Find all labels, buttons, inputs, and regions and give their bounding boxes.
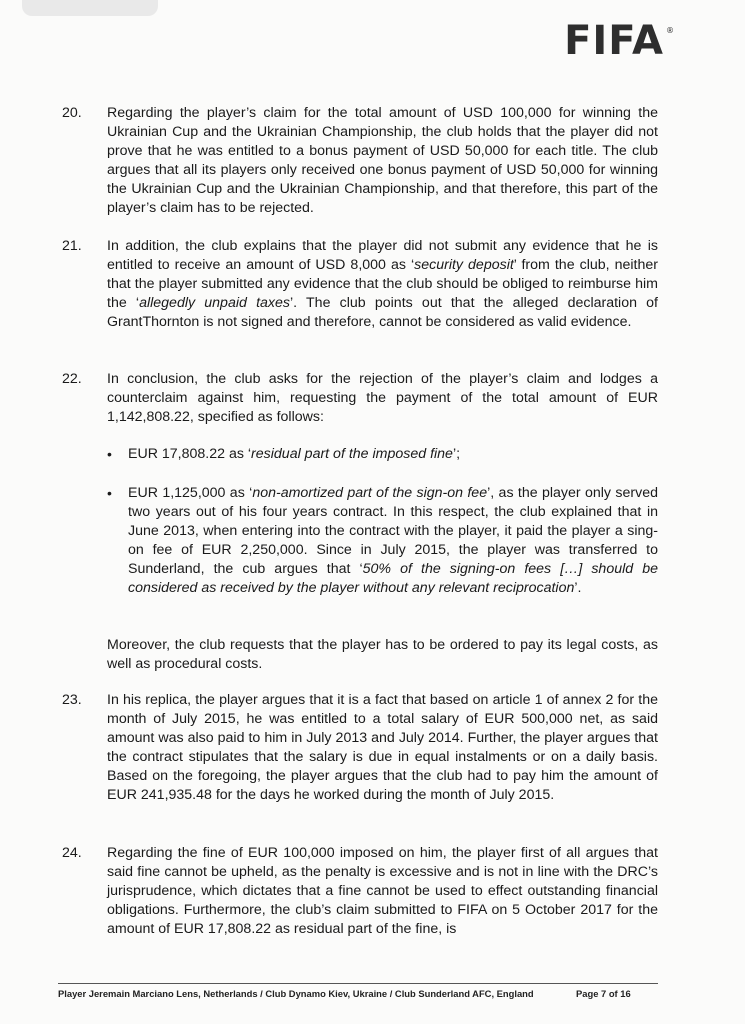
text-segment: EUR 1,125,000 as ‘ (128, 485, 253, 501)
screenshot-corner-artifact (22, 0, 158, 16)
bullet-icon: • (107, 446, 112, 462)
text-segment: Regarding the fine of EUR 100,000 imposed on him, the player first of all argues that said fine cannot be upheld, as the penalty is excessive and is not in line with the DRC’s jurisprudence, which dictates that a fine cannot be used to effect outstanding financial obligations. Furthermore, the club’s claim submitted to FIFA on 5 October 2017 for the amount of EUR 17,808.22 as residual part of the fine, is (107, 845, 658, 937)
paragraph-number: 21. (62, 238, 82, 254)
text-segment: Moreover, the club requests that the player has to be ordered to pay its legal costs, as well as procedural costs. (107, 637, 658, 672)
bullet-icon: • (107, 485, 112, 501)
paragraph-number: 20. (62, 105, 82, 121)
footer-case-title: Player Jeremain Marciano Lens, Netherlands / Club Dynamo Kiev, Ukraine / Club Sunderland AFC, England (58, 988, 534, 999)
italic-text-segment: residual part of the imposed fine (251, 446, 453, 462)
text-segment: Regarding the player’s claim for the total amount of USD 100,000 for winning the Ukrainian Cup and the Ukrainian Championship, the club holds that the player did not prove that he was entitled to a bonus payment of USD 50,000 for each title. The club argues that all its players only received one bonus payment of USD 50,000 for winning the Ukrainian Cup and the Ukrainian Championship, and that therefore, this part of the player’s claim has to be rejected. (107, 105, 658, 216)
italic-text-segment: non-amortized part of the sign-on fee (252, 485, 488, 501)
footer-divider (58, 983, 658, 984)
paragraph-text (107, 370, 658, 427)
paragraph-text (107, 237, 658, 332)
paragraph-number: 23. (62, 692, 82, 708)
paragraph-number: 24. (62, 845, 82, 861)
italic-text-segment: allegedly unpaid taxes (139, 295, 290, 311)
paragraph-text (107, 844, 658, 939)
text-segment: ’. (574, 580, 582, 596)
registered-mark: ® (666, 26, 675, 35)
text-segment: In his replica, the player argues that it is a fact that based on article 1 of annex 2 for the month of July 2015, he was entitled to a total salary of EUR 500,000 net, as said amount was also paid to him in July 2013 and July 2014. Further, the player argues that the contract stipulates that the salary is due in equal instalments or on a daily basis. Based on the foregoing, the player argues that the club had to pay him the amount of EUR 241,935.48 for the days he worked during the month of July 2015. (107, 692, 658, 803)
text-segment: In conclusion, the club asks for the rejection of the player’s claim and lodges a counterclaim against him, requesting the payment of the total amount of EUR 1,142,808.22, specified as follows: (107, 371, 658, 425)
text-segment: ’ from the club, neither that the player submitted any evidence that the club should be obliged to reimburse him the ‘ (107, 257, 658, 311)
text-segment: ’. The club points out that the alleged declaration of GrantThornton is not signed and therefore, cannot be considered as valid evidence. (107, 295, 658, 330)
text-segment: In addition, the club explains that the player did not submit any evidence that he is entitled to receive an amount of USD 8,000 as ‘ (107, 238, 658, 273)
italic-text-segment: 50% of the signing-on fees […] should be considered as received by the player without any relevant reciprocation (128, 561, 658, 596)
text-segment: ’, as the player only served two years out of his four years contract. In this respect, the club explained that in June 2013, when entering into the contract with the player, it paid the player a sing-on fee of EUR 2,250,000. Since in July 2015, the player was transferred to Sunderland, the cub argues that ‘ (128, 485, 658, 577)
text-segment: EUR 17,808.22 as ‘ (128, 446, 252, 462)
footer-page-number: Page 7 of 16 (576, 988, 631, 999)
paragraph-text (107, 104, 658, 218)
fifa-logo: FIFA ® (564, 18, 675, 64)
paragraph-number: 22. (62, 371, 82, 387)
bullet-text (128, 484, 658, 598)
bullet-text (128, 445, 658, 464)
text-segment: ’; (452, 446, 461, 462)
italic-text-segment: security deposit (414, 257, 514, 273)
paragraph-text (107, 691, 658, 805)
paragraph-text (107, 636, 658, 674)
